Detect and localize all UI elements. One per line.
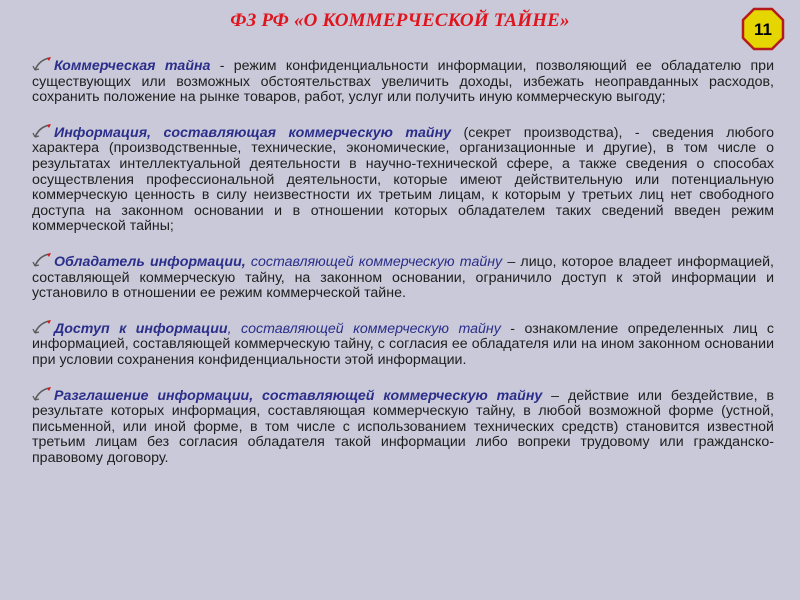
term-qualifier: составляющей коммерческую тайну <box>245 253 503 270</box>
term-label: Коммерческая тайна <box>54 58 211 74</box>
definition-information-access <box>32 320 774 369</box>
pencil-tick-icon <box>32 124 52 139</box>
page-number-badge <box>741 7 785 51</box>
definition-disclosure <box>32 387 774 467</box>
pencil-tick-icon <box>32 57 52 72</box>
pencil-tick-icon <box>32 253 52 268</box>
definition-text: – лицо, которое владеет информацией, составляющей коммерческую тайну, на законном основании, ограничило доступ к этой информации и установило в отношении ее режим коммерческой тайне. <box>32 253 775 302</box>
definition-text: (секрет производства), - сведения любого характера (производственные, технические, экономические, организационные и другие), в том числе о результатах интеллектуальной деятельности в научно-технической сфере, а также сведения о способах осуществления профессиональной деятельности, которые имеют действительную или потенциальную коммерческую ценность в силу неизвестности их третьим лицам, к которым у третьих лиц нет свободного доступа на законном основании и в отношении которых обладателем таких сведений введен режим коммерческой тайны; <box>32 124 774 235</box>
pencil-tick-icon <box>32 320 52 335</box>
pencil-tick-icon <box>32 387 52 402</box>
term-label: Доступ к информации <box>54 320 228 337</box>
definition-text: - режим конфиденциальности информации, позволяющий ее обладателю при существующих или возможных обстоятельствах увеличить доходы, избежать неоправданных расходов, сохранить положение на рынке товаров, работ, услуг или получить иную коммерческую выгоду; <box>32 58 774 106</box>
term-label: Обладатель информации, <box>54 253 246 270</box>
definition-trade-secret <box>32 57 774 106</box>
term-label: Информация, составляющая коммерческую тайну <box>54 124 452 141</box>
definition-information-owner <box>32 253 774 302</box>
term-label: Разглашение информации, составляющей коммерческую тайну <box>54 387 543 404</box>
definition-text: – действие или бездействие, в результате которых информация, составляющая коммерческую тайну, в любой возможной форме (устной, письменной, или иной форме, в том числе с использованием технических средств) становится известной третьим лицам без согласия обладателя такой информации либо вопреки трудовому или гражданско-правовому договору. <box>32 387 774 466</box>
term-qualifier: , составляющей коммерческую тайну <box>227 320 501 337</box>
slide-title: ФЗ РФ «О КОММЕРЧЕСКОЙ ТАЙНЕ» <box>230 10 570 31</box>
page-number: 11 <box>754 20 772 39</box>
definition-text: - ознакомление определенных лиц с информацией, составляющей коммерческую тайну, с согласия ее обладателя или на ином законном основании при условии сохранения конфиденциальности этой информации. <box>32 320 774 368</box>
definition-secret-information <box>32 124 774 235</box>
definitions-list <box>32 57 774 484</box>
